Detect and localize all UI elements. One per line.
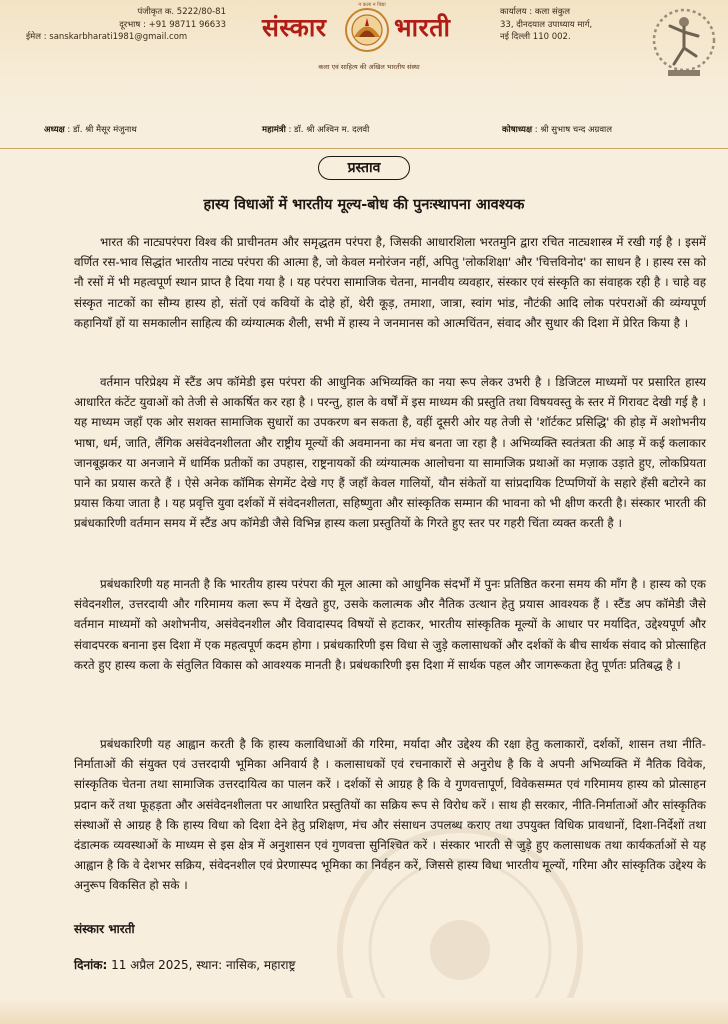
registration-number: पंजीकृत क. 5222/80-81 — [137, 7, 226, 17]
phone-number: दूरभाष : +91 98711 96633 — [119, 19, 226, 30]
resolution-badge: प्रस्ताव — [318, 156, 410, 180]
footer-band — [0, 998, 728, 1024]
date-line — [74, 956, 296, 973]
header-divider — [0, 148, 728, 149]
org-name-left: संस्कार — [262, 13, 327, 42]
letterhead — [0, 0, 728, 118]
office-address-line-1: 33, दीनदयाल उपाध्याय मार्ग, — [500, 19, 593, 30]
officers-row — [0, 124, 728, 142]
org-name-right: भारती — [394, 13, 451, 42]
registration-block — [26, 6, 226, 44]
date-label: दिनांक: — [74, 958, 108, 972]
paragraph-3: प्रबंधकारिणी यह मानती है कि भारतीय हास्य परंपरा की मूल आत्मा को आधुनिक संदर्भों में पुनः प्रतिष्ठित करना समय की माँग है । हास्य को एक संवेदनशील, उत्तरदायी और गरिमामय कला रूप में देखते हुए, उसके कलात्मक और नैतिक उत्थान हेतु प्रयास आवश्यक हैं । स्टैंड अप कॉमेडी जैसे वर्तमान माध्यमों को अशोभनीय, असंवेदनशील और विवादास्पद विषयों से हटाकर, भारतीय सांस्कृतिक मूल्यों के आधार पर मर्यादित, उद्देश्यपूर्ण और संवादपरक बनाना इस दिशा में एक महत्वपूर्ण कदम होगा । प्रबंधकारिणी इस विधा से जुड़े कलासाधकों और दर्शकों के बीच सार्थक संवाद को प्रोत्साहित करते हुए हास्य कला के संतुलित विकास को आवश्यक मानती है। प्रबंधकारिणी इस दिशा में सार्थक पहल और जागरूकता हेतु पूर्णतः प्रतिबद्ध है । — [74, 577, 706, 672]
signature: संस्कार भारती — [74, 922, 135, 936]
president-label: अध्यक्ष — [44, 125, 65, 135]
treasurer-label: कोषाध्यक्ष — [502, 125, 533, 135]
general-secretary — [262, 124, 369, 135]
paragraph-1: भारत की नाट्यपरंपरा विश्व की प्राचीनतम और समृद्धतम परंपरा है, जिसकी आधारशिला भरतमुनि द्वारा रचित नाट्यशास्त्र में रखी गई है । इसमें वर्णित रस-भाव सिद्धांत भारतीय नाट्य परंपरा की आत्मा है, जो केवल मनोरंजन नहीं, अपितु 'लोकशिक्षा' और 'चित्तविनोद' का साधन है । हास्य रस को नौ रसों में भी महत्वपूर्ण स्थान प्राप्त है दिया गया है । यह परंपरा सामाजिक चेतना, मानवीय व्यवहार, संस्कार एवं संस्कृति का संवाहक रही है । चाहे वह संस्कृत नाटकों का सौम्य हास्य हो, संतों एवं कवियों के दोहे हों, थेरी कूड़, तमाशा, जात्रा, स्वांग भांड, नौटंकी आदि लोक परंपराओं की व्यंग्यपूर्ण कहानियाँ हों या समकालीन साहित्य की व्यंग्यात्मक शैली, सभी में हास्य ने जनमानस को आत्मचिंतन, संवाद और सुधार की दिशा में प्रेरित किया है । — [74, 235, 706, 330]
treasurer-name: : श्री सुभाष चन्द अग्रवाल — [534, 125, 613, 135]
date-value: 11 अप्रैल 2025, स्थान: नासिक, महाराष्ट्र — [111, 958, 296, 972]
president-name: : डॉ. श्री मैसूर मंजुनाथ — [67, 125, 137, 135]
nataraja-icon — [650, 2, 718, 80]
org-tagline: कला एवं साहित्य की अखिल भारतीय संस्था — [318, 63, 420, 71]
emblem-tag: न कला न विद्या — [358, 2, 386, 8]
treasurer — [502, 124, 612, 135]
resolution-title: हास्य विधाओं में भारतीय मूल्य-बोध की पुनःस्थापना आवश्यक — [203, 197, 525, 213]
paragraph-2: वर्तमान परिप्रेक्ष्य में स्टैंड अप कॉमेडी इस परंपरा की आधुनिक अभिव्यक्ति का नया रूप लेकर उभरी है । डिजिटल माध्यमों पर प्रसारित हास्य आधारित कंटेंट युवाओं को तेजी से आकर्षित कर रहा है । परन्तु, हाल के वर्षों में इस माध्यम की प्रस्तुति तथा विषयवस्तु के स्तर में गिरावट देखी गई है । यह माध्यम जहाँ एक ओर सशक्त सामाजिक सुधारों का उपकरण बन सकता है, वहीं दूसरी ओर यह तेजी से 'शॉर्टकट प्रसिद्धि' की होड़ में अशोभनीय भाषा, धर्म, जाति, लैंगिक असंवेदनशीलता और राष्ट्रीय मूल्यों की अवमानना का मंच बनता जा रहा है । अभिव्यक्ति स्वतंत्रता की आड़ में कई कलाकार जानबूझकर या अनजाने में धार्मिक प्रतीकों का उपहास, राष्ट्रनायकों की व्यंग्यात्मक आलोचना या सामाजिक प्रथाओं का मज़ाक उड़ाते हुए, लोकप्रियता पाने का प्रयास करते हैं । ऐसे अनेक कॉमिक सेगमेंट देखे गए हैं जहाँ केवल गालियों, यौन संकेतों या सांप्रदायिक टिप्पणियों के सहारे हँसी बटोरने का प्रयास किया जाता है । यह प्रवृत्ति युवा दर्शकों में संवेदनशीलता, सहिष्णुता और सांस्कृतिक सम्मान की भावना को भी क्षीण करती है। संस्कार भारती की प्रबंधकारिणी वर्तमान समय में स्टैंड अप कॉमेडी जैसे विभिन्न हास्य कला प्रस्तुतियों के गिरते हुए स्तर पर गहरी चिंता व्यक्त करती है । — [74, 375, 706, 531]
org-logo — [262, 2, 472, 82]
office-label: कार्यालय : कला संकुल — [500, 7, 571, 17]
office-address-line-2: नई दिल्ली 110 002. — [500, 32, 571, 42]
email-address[interactable]: ईमेल : sanskarbharati1981@gmail.com — [26, 32, 188, 42]
paragraph-4: प्रबंधकारिणी यह आह्वान करती है कि हास्य कलाविधाओं की गरिमा, मर्यादा और उद्देश्य की रक्षा हेतु कलाकारों, दर्शकों, शासन तथा नीति-निर्माताओं की संयुक्त एवं उत्तरदायी भूमिका अनिवार्य है । कलासाधकों एवं रचनाकारों से अनुरोध है कि वे अपनी अभिव्यक्ति में नैतिक विवेक, सांस्कृतिक चेतना तथा सामाजिक उत्तरदायित्व का पालन करें । दर्शकों से आग्रह है कि वे गुणवत्तापूर्ण, विवेकसम्मत एवं गरिमामय हास्य को प्रोत्साहन प्रदान करें तथा फूहड़ता और असंवेदनशीलता पर आधारित प्रस्तुतियों का सक्रिय रूप से विरोध करें । साथ ही सरकार, नीति-निर्माताओं और सांस्कृतिक संस्थाओं से आग्रह है कि हास्य विधा को दिशा देने हेतु प्रशिक्षण, मंच और संसाधन उपलब्ध कराए तथा उपयुक्त विधिक प्रावधानों, दिशा-निर्देशों तथा दंडात्मक व्यवस्थाओं के माध्यम से इस क्षेत्र में अनुशासन एवं गुणवत्ता सुनिश्चित करें । संस्कार भारती से जुड़े हुए कलासाधक तथा कार्यकर्ताओं से यह आह्वान है कि वे देशभर सक्रिय, संवेदनशील एवं प्रेरणास्पद भूमिका का निर्वहन करें, जिससे हास्य विधा भारतीय मूल्यों, गरिमा और सांस्कृतिक उद्देश्य के अनुरूप विकसित हो सके । — [74, 737, 706, 893]
sun-lotus-emblem-icon — [344, 4, 390, 60]
secretary-label: महामंत्री — [262, 125, 286, 135]
secretary-name: : डॉ. श्री अश्विन म. दलवी — [288, 125, 370, 135]
president — [44, 124, 137, 135]
